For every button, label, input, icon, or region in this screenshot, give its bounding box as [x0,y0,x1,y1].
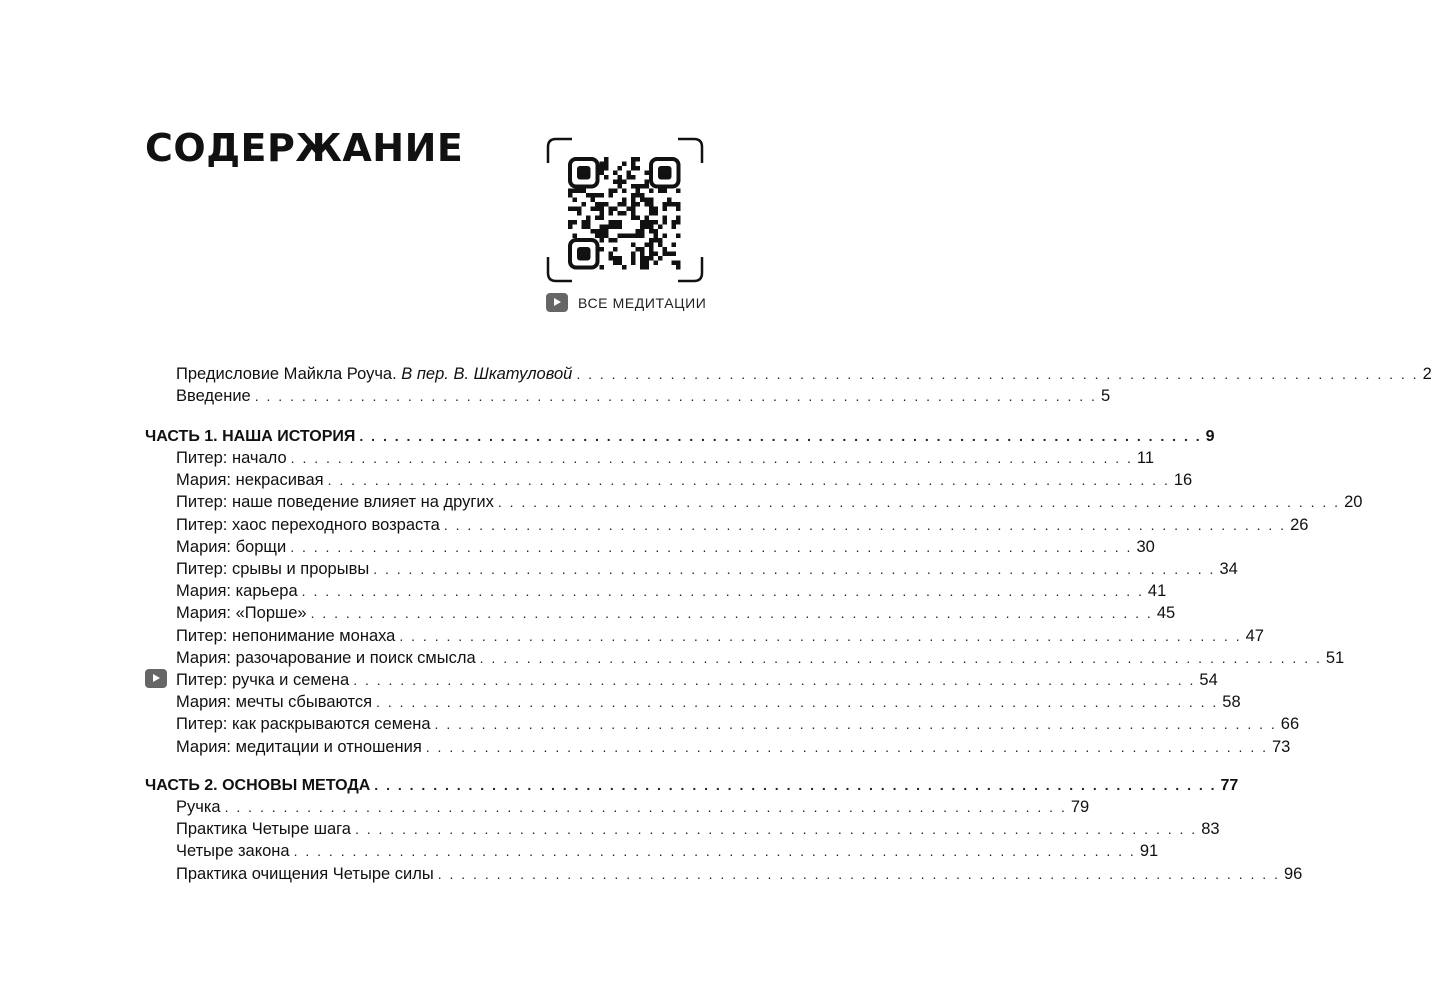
toc-item-page: 2 [1422,365,1432,383]
toc-item-label: Мария: мечты сбываются [176,693,373,712]
toc-item-label: Практика очищения Четыре силы [176,864,434,883]
toc-row[interactable] [176,818,1220,840]
toc-row[interactable] [176,447,1155,469]
leader-dots: . . . . . . . . . . . . . . . . . . . . . . . . . . . . . . . . . . . . . . . . . . . . . . . . . . . . . . . . . . . . . . . . . . . . . . . . [434,716,1277,733]
toc-item-label: Мария: «Порше» [176,604,307,623]
all-meditations-link[interactable] [546,293,706,312]
leader-dots: . . . . . . . . . . . . . . . . . . . . . . . . . . . . . . . . . . . . . . . . . . . . . . . . . . . . . . . . . . . . . . . . . . . . . . . . [310,605,1153,622]
toc-item-label: Питер: начало [176,449,287,467]
toc-item-label: Предисловие Майкла Роуча. [176,365,397,383]
leader-dots: . . . . . . . . . . . . . . . . . . . . . . . . . . . . . . . . . . . . . . . . . . . . . . . . . . . . . . . . . . . . . . . . . . . . . . . . [290,538,1133,555]
toc-item-label: Введение [176,387,251,405]
toc-item-page: 83 [1201,820,1220,839]
leader-dots: . . . . . . . . . . . . . . . . . . . . . . . . . . . . . . . . . . . . . . . . . . . . . . . . . . . . . . . . . . . . . . . . . . . . . . . . [359,428,1202,444]
toc-part-page: 9 [1205,428,1215,445]
toc-row[interactable] [176,840,1159,862]
leader-dots: . . . . . . . . . . . . . . . . . . . . . . . . . . . . . . . . . . . . . . . . . . . . . . . . . . . . . . . . . . . . . . . . . . . . . . . . [373,561,1216,577]
toc-part-label: ЧАСТЬ 1. НАША ИСТОРИЯ [145,428,356,445]
page-title: СОДЕРЖАНИЕ [145,126,464,170]
toc-item-page: 34 [1219,560,1238,578]
toc-item-page: 20 [1344,493,1363,512]
toc-row-introduction[interactable] [176,385,1111,407]
toc-row[interactable] [176,469,1193,491]
toc-part-label: ЧАСТЬ 2. ОСНОВЫ МЕТОДА [145,777,371,794]
toc-item-label: Мария: медитации и отношения [176,737,422,756]
toc-item-page: 73 [1272,737,1291,756]
toc-item-page: 30 [1136,537,1155,556]
toc-item-label: Мария: некрасивая [176,471,324,490]
leader-dots: . . . . . . . . . . . . . . . . . . . . . . . . . . . . . . . . . . . . . . . . . . . . . . . . . . . . . . . . . . . . . . . . . . . . . . . . [293,843,1136,860]
play-icon[interactable] [145,669,167,688]
toc-item-label: Мария: карьера [176,582,298,601]
toc-item-page: 11 [1136,449,1155,467]
toc-item-page: 58 [1222,693,1241,712]
toc-item-label: Питер: хаос переходного возраста [176,515,440,534]
leader-dots: . . . . . . . . . . . . . . . . . . . . . . . . . . . . . . . . . . . . . . . . . . . . . . . . . . . . . . . . . . . . . . . . . . . . . . . . [399,627,1242,644]
toc-item-label: Питер: срывы и прорывы [176,560,370,578]
toc-item-label: Мария: разочарование и поиск смысла [176,648,476,667]
leader-dots: . . . . . . . . . . . . . . . . . . . . . . . . . . . . . . . . . . . . . . . . . . . . . . . . . . . . . . . . . . . . . . . . . . . . . . . . [224,799,1067,815]
qr-code-icon[interactable] [546,137,704,283]
toc-item-page: 96 [1283,864,1303,883]
toc-row[interactable] [176,625,1264,647]
play-icon [546,293,568,312]
leader-dots: . . . . . . . . . . . . . . . . . . . . . . . . . . . . . . . . . . . . . . . . . . . . . . . . . . . . . . . . . . . . . . . . . . . . . . . . [425,738,1268,755]
leader-dots: . . . . . . . . . . . . . . . . . . . . . . . . . . . . . . . . . . . . . . . . . . . . . . . . . . . . . . . . . . . . . . . . . . . . . . . . [301,583,1144,600]
leader-dots: . . . . . . . . . . . . . . . . . . . . . . . . . . . . . . . . . . . . . . . . . . . . . . . . . . . . . . . . . . . . . . . . . . . . . . . . [290,450,1133,466]
toc-item-page: 41 [1147,582,1167,601]
toc-row[interactable] [176,796,1090,818]
toc-row[interactable] [176,491,1363,513]
toc-row[interactable] [176,602,1176,624]
toc-item-page: 47 [1245,626,1264,645]
toc-row[interactable] [176,580,1167,602]
toc-row-foreword[interactable] [176,363,1432,385]
toc-part-2[interactable] [145,774,1239,796]
leader-dots: . . . . . . . . . . . . . . . . . . . . . . . . . . . . . . . . . . . . . . . . . . . . . . . . . . . . . . . . . . . . . . . . . . . . . . . . [576,366,1419,382]
toc-row[interactable] [176,514,1309,536]
toc-row[interactable] [176,736,1291,758]
toc-item-page: 54 [1199,671,1218,689]
toc-row[interactable] [176,647,1345,669]
leader-dots: . . . . . . . . . . . . . . . . . . . . . . . . . . . . . . . . . . . . . . . . . . . . . . . . . . . . . . . . . . . . . . . . . . . . . . . . [443,516,1287,533]
toc-row[interactable] [176,558,1238,580]
leader-dots: . . . . . . . . . . . . . . . . . . . . . . . . . . . . . . . . . . . . . . . . . . . . . . . . . . . . . . . . . . . . . . . . . . . . . . . . [374,777,1217,793]
toc-row[interactable] [176,691,1241,713]
toc-item-translator: В пер. В. Шкатуловой [401,365,573,383]
leader-dots: . . . . . . . . . . . . . . . . . . . . . . . . . . . . . . . . . . . . . . . . . . . . . . . . . . . . . . . . . . . . . . . . . . . . . . . . [353,672,1196,688]
toc-item-label: Питер: непонимание монаха [176,626,396,645]
toc-item-label: Питер: наше поведение влияет на других [176,493,494,512]
toc-item-page: 51 [1325,648,1345,667]
toc-row[interactable] [176,713,1300,735]
leader-dots: . . . . . . . . . . . . . . . . . . . . . . . . . . . . . . . . . . . . . . . . . . . . . . . . . . . . . . . . . . . . . . . . . . . . . . . . [327,472,1170,489]
toc-item-label: Практика Четыре шага [176,820,351,839]
toc-part-1[interactable] [145,425,1215,447]
toc-item-page: 66 [1280,715,1300,734]
toc-row[interactable] [176,536,1155,558]
toc-item-page: 79 [1070,798,1090,816]
leader-dots: . . . . . . . . . . . . . . . . . . . . . . . . . . . . . . . . . . . . . . . . . . . . . . . . . . . . . . . . . . . . . . . . . . . . . . . . [376,694,1219,711]
qr-block[interactable] [546,137,706,317]
qr-caption-text: ВСЕ МЕДИТАЦИИ [578,294,707,311]
toc-item-page: 16 [1173,471,1193,490]
leader-dots: . . . . . . . . . . . . . . . . . . . . . . . . . . . . . . . . . . . . . . . . . . . . . . . . . . . . . . . . . . . . . . . . . . . . . . . . [497,494,1341,511]
toc-item-page: 26 [1290,515,1309,534]
toc-row[interactable] [176,863,1303,885]
toc-item-page: 91 [1139,842,1159,861]
toc-item-label: Питер: ручка и семена [176,671,350,689]
leader-dots: . . . . . . . . . . . . . . . . . . . . . . . . . . . . . . . . . . . . . . . . . . . . . . . . . . . . . . . . . . . . . . . . . . . . . . . . [437,865,1280,882]
leader-dots: . . . . . . . . . . . . . . . . . . . . . . . . . . . . . . . . . . . . . . . . . . . . . . . . . . . . . . . . . . . . . . . . . . . . . . . . [479,649,1322,666]
toc-part-page: 77 [1220,777,1239,794]
toc-item-page: 5 [1100,387,1111,405]
toc-item-page: 45 [1156,604,1176,623]
toc-row[interactable] [176,669,1218,691]
leader-dots: . . . . . . . . . . . . . . . . . . . . . . . . . . . . . . . . . . . . . . . . . . . . . . . . . . . . . . . . . . . . . . . . . . . . . . . . [354,821,1198,838]
toc-item-label: Ручка [176,798,221,816]
toc-item-label: Четыре закона [176,842,290,861]
toc-item-label: Мария: борщи [176,537,287,556]
toc-item-label: Питер: как раскрываются семена [176,715,431,734]
leader-dots: . . . . . . . . . . . . . . . . . . . . . . . . . . . . . . . . . . . . . . . . . . . . . . . . . . . . . . . . . . . . . . . . . . . . . . . . [254,388,1097,404]
